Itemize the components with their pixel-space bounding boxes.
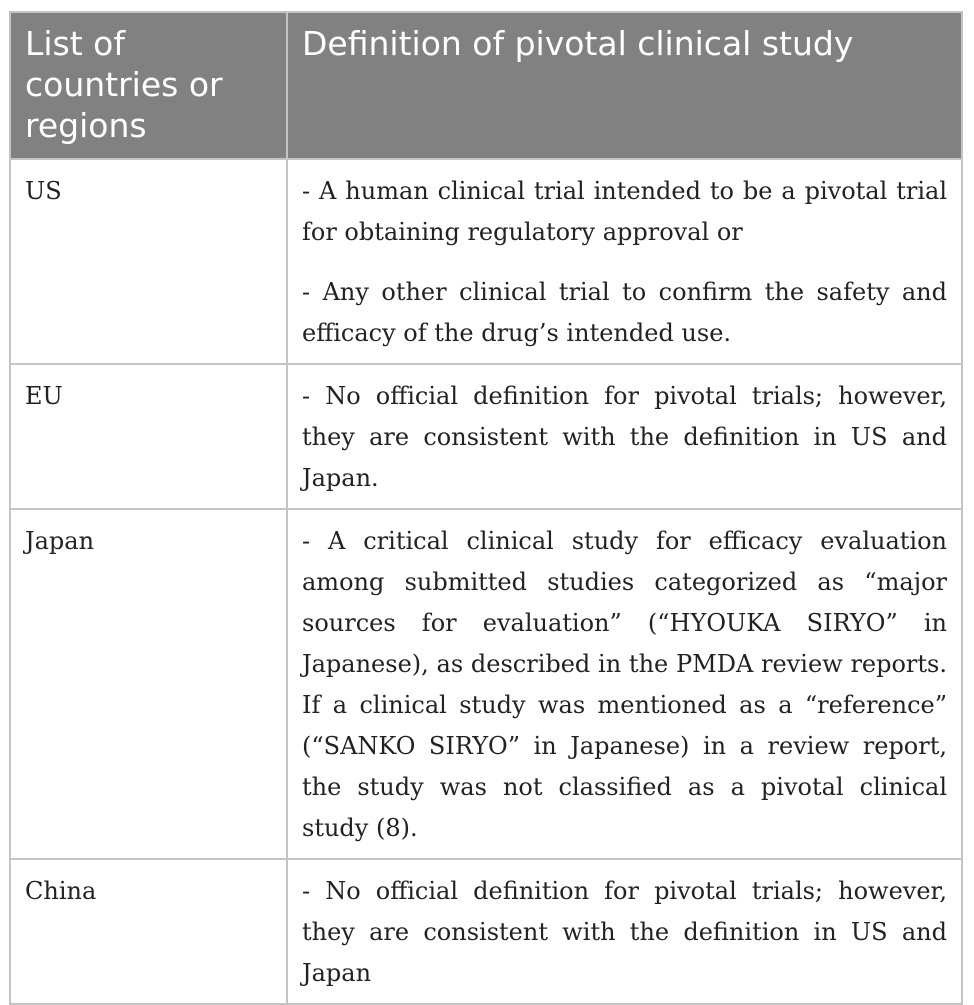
definition-text: - A human clinical trial intended to be a pivotal trial for obtaining regulatory approval or — [302, 177, 947, 246]
table-row-us — [10, 159, 962, 364]
definition-text: - No official definition for pivotal trials; however, they are consistent with the definition in US and Japan — [302, 877, 947, 987]
definition-text: - Any other clinical trial to confirm the safety and efficacy of the drug’s intended use. — [302, 278, 947, 347]
column-header-regions: List of countries or regions — [10, 12, 287, 159]
definitions-table-container — [9, 11, 961, 1005]
table-body — [10, 159, 962, 1004]
table-row-japan — [10, 509, 962, 859]
definition-cell — [287, 364, 962, 509]
definition-text: - No official definition for pivotal trials; however, they are consistent with the definition in US and Japan. — [302, 382, 947, 492]
definition-text: - A critical clinical study for efficacy evaluation among submitted studies categorized as “major sources for evaluation” (“HYOUKA SIRYO” in Japanese), as described in the PMDA review reports. If a clinical study was mentioned as a “reference” (“SANKO SIRYO” in Japanese) in a review report, the study was not classified as a pivotal clinical study (8). — [302, 527, 947, 842]
definition-cell — [287, 159, 962, 364]
region-cell: Japan — [10, 509, 287, 859]
pivotal-study-definitions-table — [9, 11, 963, 1005]
definition-cell — [287, 509, 962, 859]
definition-cell — [287, 859, 962, 1004]
region-cell: US — [10, 159, 287, 364]
table-row-china — [10, 859, 962, 1004]
table-header — [10, 12, 962, 159]
column-header-definition: Definition of pivotal clinical study — [287, 12, 962, 159]
table-row-eu — [10, 364, 962, 509]
header-row — [10, 12, 962, 159]
region-cell: EU — [10, 364, 287, 509]
region-cell: China — [10, 859, 287, 1004]
